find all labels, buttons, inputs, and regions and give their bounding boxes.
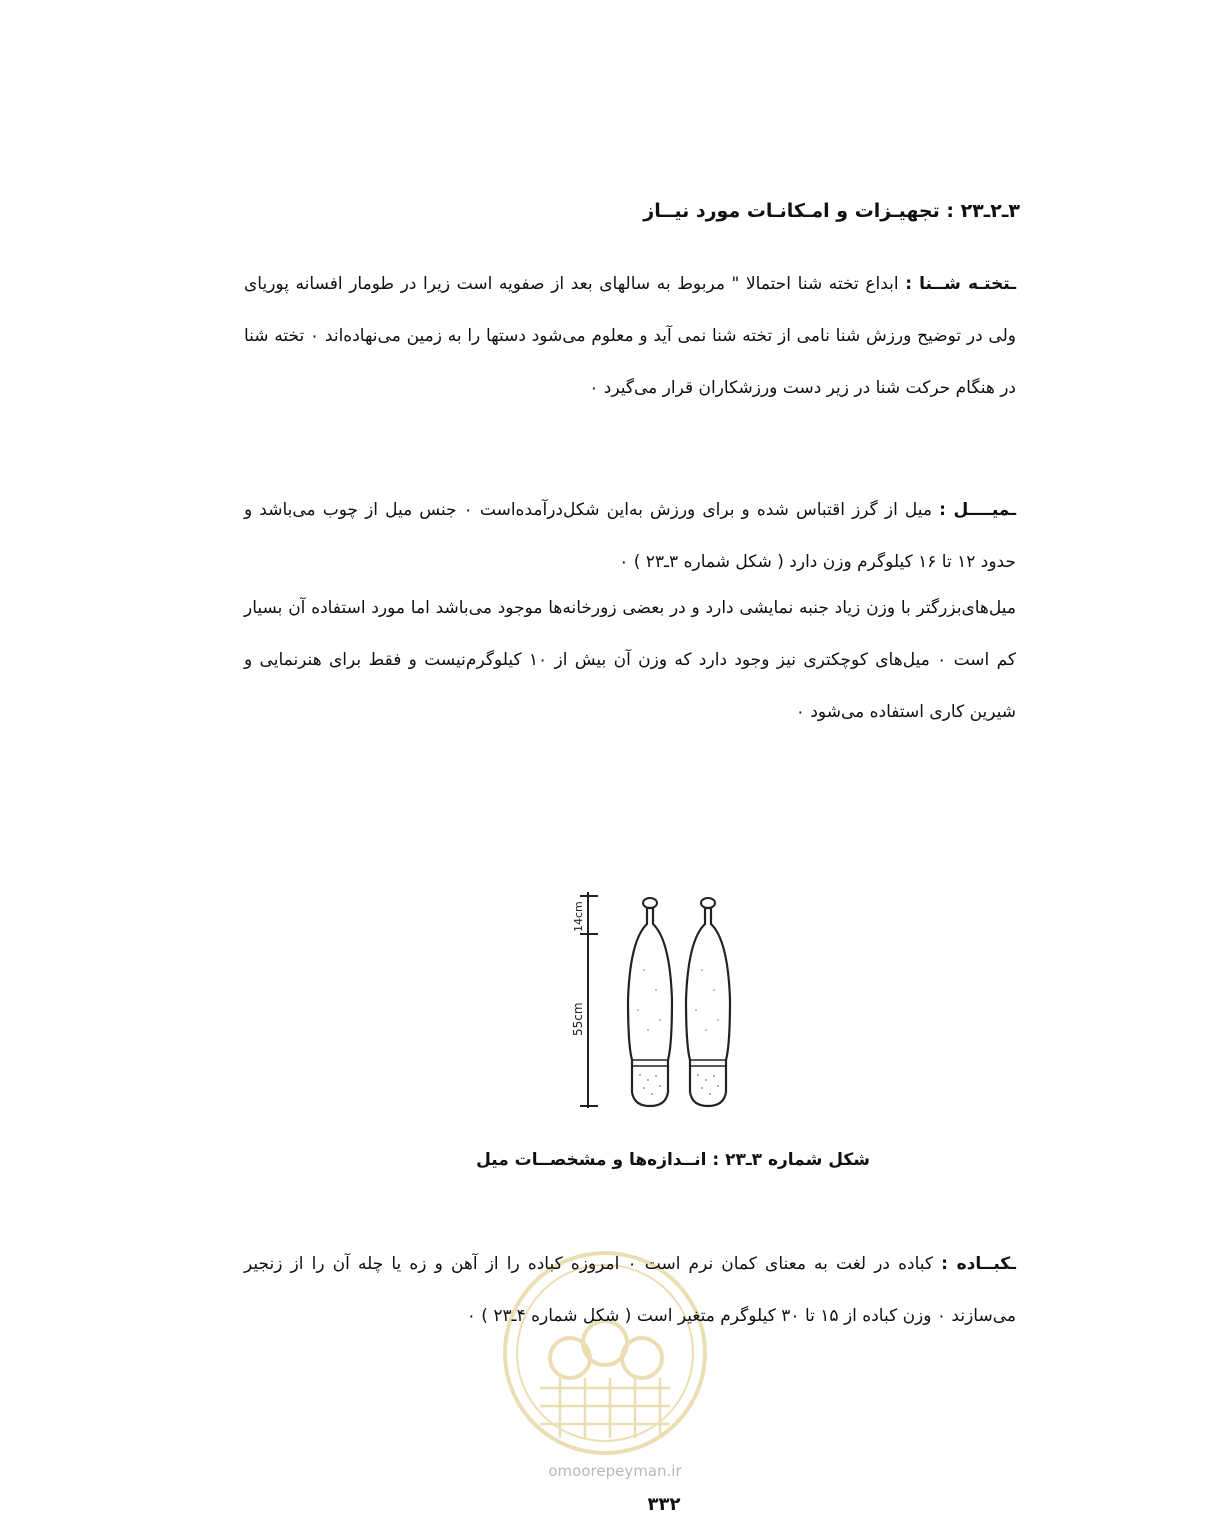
paragraph-text: ابداع تخته شنا احتمالا " مربوط به سالهای بعد از صفویه است زیرا در طومار افسانه پوریای ولی در توضیح ورزش شنا نامی از تخته شنا نمی آید و معلوم می‌شود دستها را به زمین می‌نهاده‌اند ۰ تخته شنا در هنگام حرکت شنا در زیر دست ورزشکاران قرار می‌گیرد ۰ [244, 274, 1016, 398]
page-number: ۳۳۲ [647, 1494, 681, 1515]
term-mil: ـمیــــل : [939, 500, 1017, 520]
term-kabbadeh: ـکبــاده : [941, 1254, 1016, 1274]
mil-club-right [686, 898, 730, 1106]
paragraph-mil [244, 484, 1016, 588]
section-heading: ۳ـ۲ـ۲۳ : تجهیـزات و امـکانـات مورد نیــاز [643, 200, 1020, 222]
paragraph-mil-sizes [244, 582, 1016, 738]
mil-drawing [560, 880, 760, 1120]
dim-top-label: 14cm [572, 901, 585, 932]
watermark-site-text: omoorepeyman.ir [548, 1462, 682, 1480]
mil-club-left [628, 898, 672, 1106]
paragraph-text: میل از گرز اقتباس شده و برای ورزش به‌این شکل‌درآمده‌است ۰ جنس میل از چوب می‌باشد و حدود ۱۲ تا ۱۶ کیلوگرم وزن دارد ( شکل شماره ۳ـ۲۳ ) ۰ [244, 500, 1016, 572]
figure-caption: شکل شماره ۳ـ۲۳ : انــدازه‌ها و مشخصــات میل [476, 1150, 870, 1170]
dim-body-label: 55cm [571, 1002, 585, 1036]
paragraph-kabbadeh [244, 1238, 1016, 1342]
paragraph-text: کباده در لغت به معنای کمان نرم است ۰ امروزه کباده را از آهن و زه یا چله آن را از زنجیر می‌سازند ۰ وزن کباده از ۱۵ تا ۳۰ کیلوگرم متغیر است ( شکل شماره ۴ـ۲۳ ) ۰ [244, 1254, 1016, 1326]
paragraph-text: میل‌های‌بزرگتر با وزن زیاد جنبه نمایشی دارد و در بعضی زورخانه‌ها موجود می‌باشد اما مورد استفاده آن بسیار کم است ۰ میل‌های کوچکتری نیز وجود دارد که وزن آن بیش از ۱۰ کیلوگرم‌نیست و فقط برای هنرنمایی و شیرین کاری استفاده می‌شود ۰ [244, 598, 1017, 722]
mil-figure [560, 880, 760, 1120]
paragraph-takhte-shena [244, 258, 1016, 414]
term-takhte-shena: ـتختـه شــنا : [905, 274, 1017, 294]
